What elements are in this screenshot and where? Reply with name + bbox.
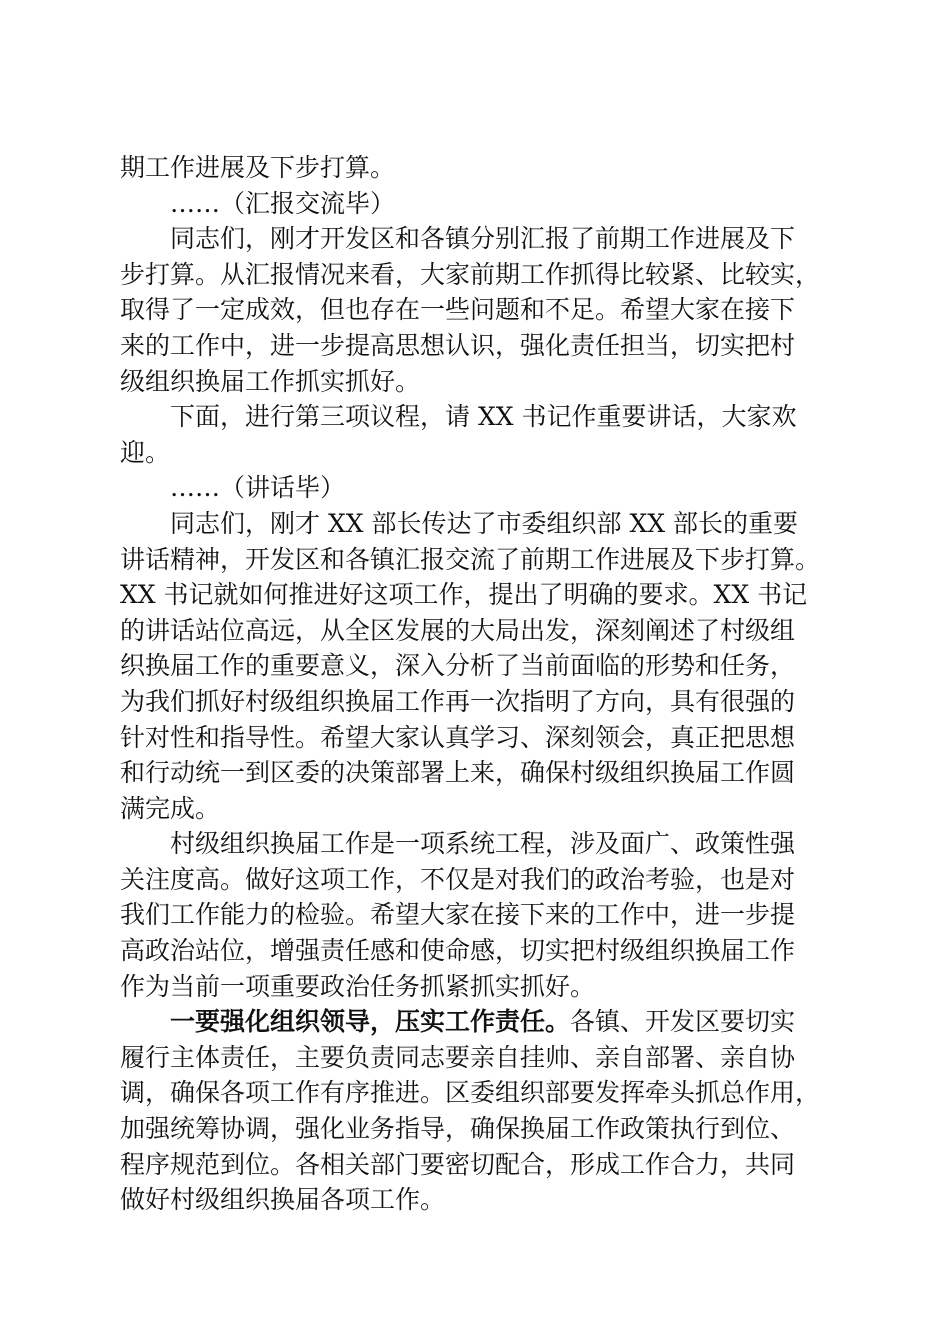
- text-line: [120, 435, 832, 471]
- line-text: 做好村级组织换届各项工作。: [120, 1185, 446, 1215]
- text-line: [120, 1147, 832, 1183]
- text-line: [120, 613, 832, 649]
- line-text: 加强统筹协调，强化业务指导，确保换届工作政策执行到位、: [120, 1114, 796, 1144]
- line-text: 程序规范到位。各相关部门要密切配合，形成工作合力，共同: [120, 1149, 796, 1179]
- line-text: 村级组织换届工作是一项系统工程，涉及面广、政策性强: [170, 829, 796, 859]
- line-text: 期工作进展及下步打算。: [120, 153, 396, 182]
- line-text: XX 书记就如何推进好这项工作，提出了明确的要求。XX 书记: [120, 580, 808, 610]
- line-text: 来的工作中，进一步提高思想认识，强化责任担当，切实把村: [120, 330, 796, 360]
- text-line: [120, 577, 832, 613]
- text-line: [120, 470, 832, 506]
- line-text: 级组织换届工作抓实抓好。: [120, 366, 421, 396]
- line-text: 作为当前一项重要政治任务抓紧抓实抓好。: [120, 971, 596, 1001]
- line-text: 我们工作能力的检验。希望大家在接下来的工作中，进一步提: [120, 900, 796, 930]
- line-text: 讲话精神，开发区和各镇汇报交流了前期工作进展及下步打算。: [120, 544, 821, 574]
- line-text: 取得了一定成效，但也存在一些问题和不足。希望大家在接下: [120, 295, 796, 325]
- text-line: [120, 542, 832, 578]
- line-text: 步打算。从汇报情况来看，大家前期工作抓得比较紧、比较实，: [120, 259, 821, 289]
- line-text: 下面，进行第三项议程，请 XX 书记作重要讲话，大家欢: [170, 402, 797, 432]
- text-line: [120, 862, 832, 898]
- text-line: [120, 364, 832, 400]
- bold-heading: 一要强化组织领导，压实工作责任。: [170, 1007, 571, 1037]
- text-line: [120, 1040, 832, 1076]
- line-text: 同志们，刚才 XX 部长传达了市委组织部 XX 部长的重要: [170, 508, 798, 538]
- line-text: 同志们，刚才开发区和各镇分别汇报了前期工作进展及下: [170, 224, 796, 254]
- text-line: [120, 292, 832, 328]
- line-text: 调，确保各项工作有序推进。区委组织部要发挥牵头抓总作用，: [120, 1078, 821, 1108]
- line-text: 为我们抓好村级组织换届工作再一次指明了方向，具有很强的: [120, 686, 796, 716]
- line-text: 和行动统一到区委的决策部署上来，确保村级组织换届工作圆: [120, 758, 796, 788]
- line-text: 织换届工作的重要意义，深入分析了当前面临的形势和任务，: [120, 651, 796, 681]
- line-text: 针对性和指导性。希望大家认真学习、深刻领会，真正把思想: [120, 722, 796, 752]
- text-line: [120, 755, 832, 791]
- line-text: ……（汇报交流毕）: [170, 188, 396, 218]
- text-line: [120, 1075, 832, 1111]
- text-line: [120, 933, 832, 969]
- document-body: [120, 150, 832, 1218]
- text-line: [120, 186, 832, 222]
- text-line: [120, 328, 832, 364]
- text-line: [120, 1111, 832, 1147]
- text-line: [120, 897, 832, 933]
- text-line: [120, 684, 832, 720]
- line-text: ……（讲话毕）: [170, 473, 346, 503]
- line-text: 各镇、开发区要切实: [570, 1007, 796, 1037]
- text-line: [120, 1004, 832, 1040]
- line-text: 高政治站位，增强责任感和使命感，切实把村级组织换届工作: [120, 936, 796, 966]
- line-text: 关注度高。做好这项工作，不仅是对我们的政治考验，也是对: [120, 864, 796, 894]
- text-line: [120, 257, 832, 293]
- text-line: [120, 791, 832, 827]
- line-text: 迎。: [120, 437, 171, 467]
- text-line: [120, 150, 832, 186]
- text-line: [120, 720, 832, 756]
- text-line: [120, 648, 832, 684]
- text-line: [120, 506, 832, 542]
- line-text: 满完成。: [120, 793, 221, 823]
- line-text: 履行主体责任，主要负责同志要亲自挂帅、亲自部署、亲自协: [120, 1042, 796, 1072]
- line-text: 的讲话站位高远，从全区发展的大局出发，深刻阐述了村级组: [120, 615, 796, 645]
- text-line: [120, 969, 832, 1005]
- text-line: [120, 221, 832, 257]
- text-line: [120, 399, 832, 435]
- text-line: [120, 826, 832, 862]
- text-line: [120, 1182, 832, 1218]
